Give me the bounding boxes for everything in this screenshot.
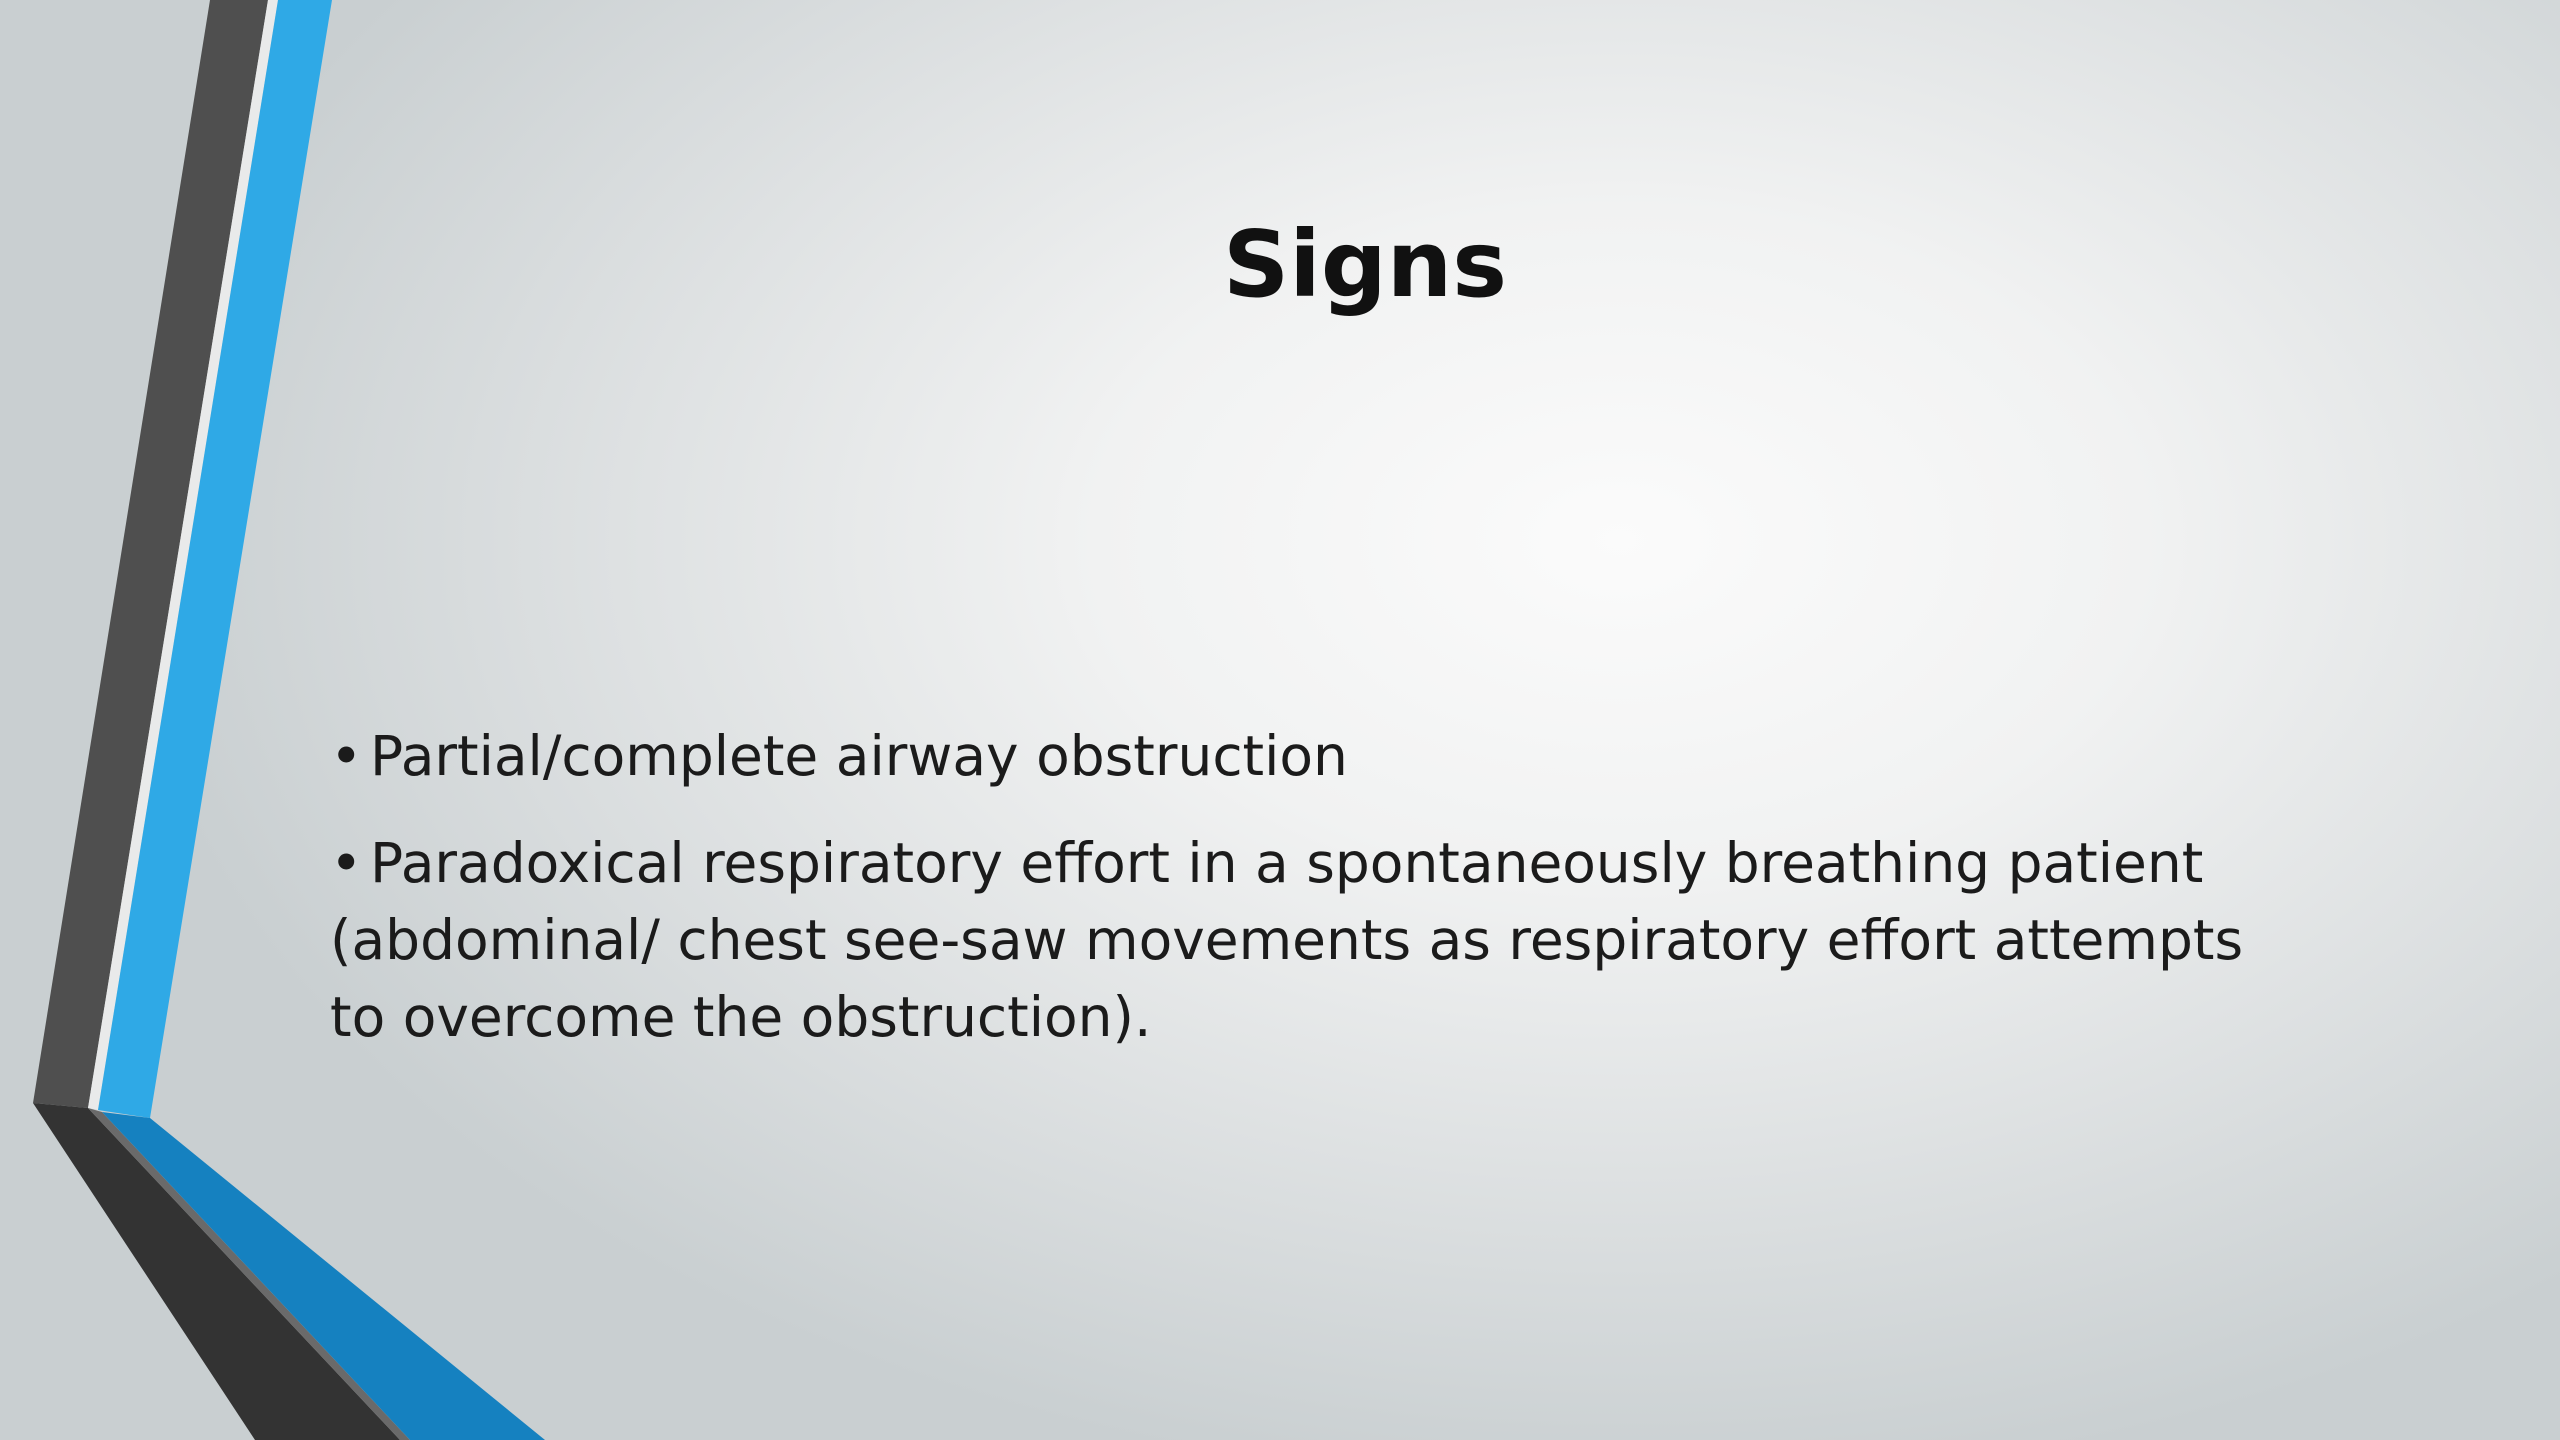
bullet-text: Paradoxical respiratory effort in a spontaneously breathing patient (abdominal/ chest see-saw movements as respiratory effort attempts to overcome the obstruction). bbox=[330, 831, 2244, 1049]
bullet-dot: • bbox=[330, 831, 363, 895]
bullet-dot: • bbox=[330, 724, 363, 788]
light-separator-stripe bbox=[88, 0, 278, 1110]
bullet-list bbox=[330, 718, 2290, 1086]
bullet-item bbox=[330, 718, 2290, 795]
slide-title: Signs bbox=[1223, 211, 1507, 318]
dark-diagonal-stripe bbox=[33, 1103, 400, 1440]
bullet-text: Partial/complete airway obstruction bbox=[370, 724, 1348, 788]
bullet-item bbox=[330, 825, 2290, 1056]
